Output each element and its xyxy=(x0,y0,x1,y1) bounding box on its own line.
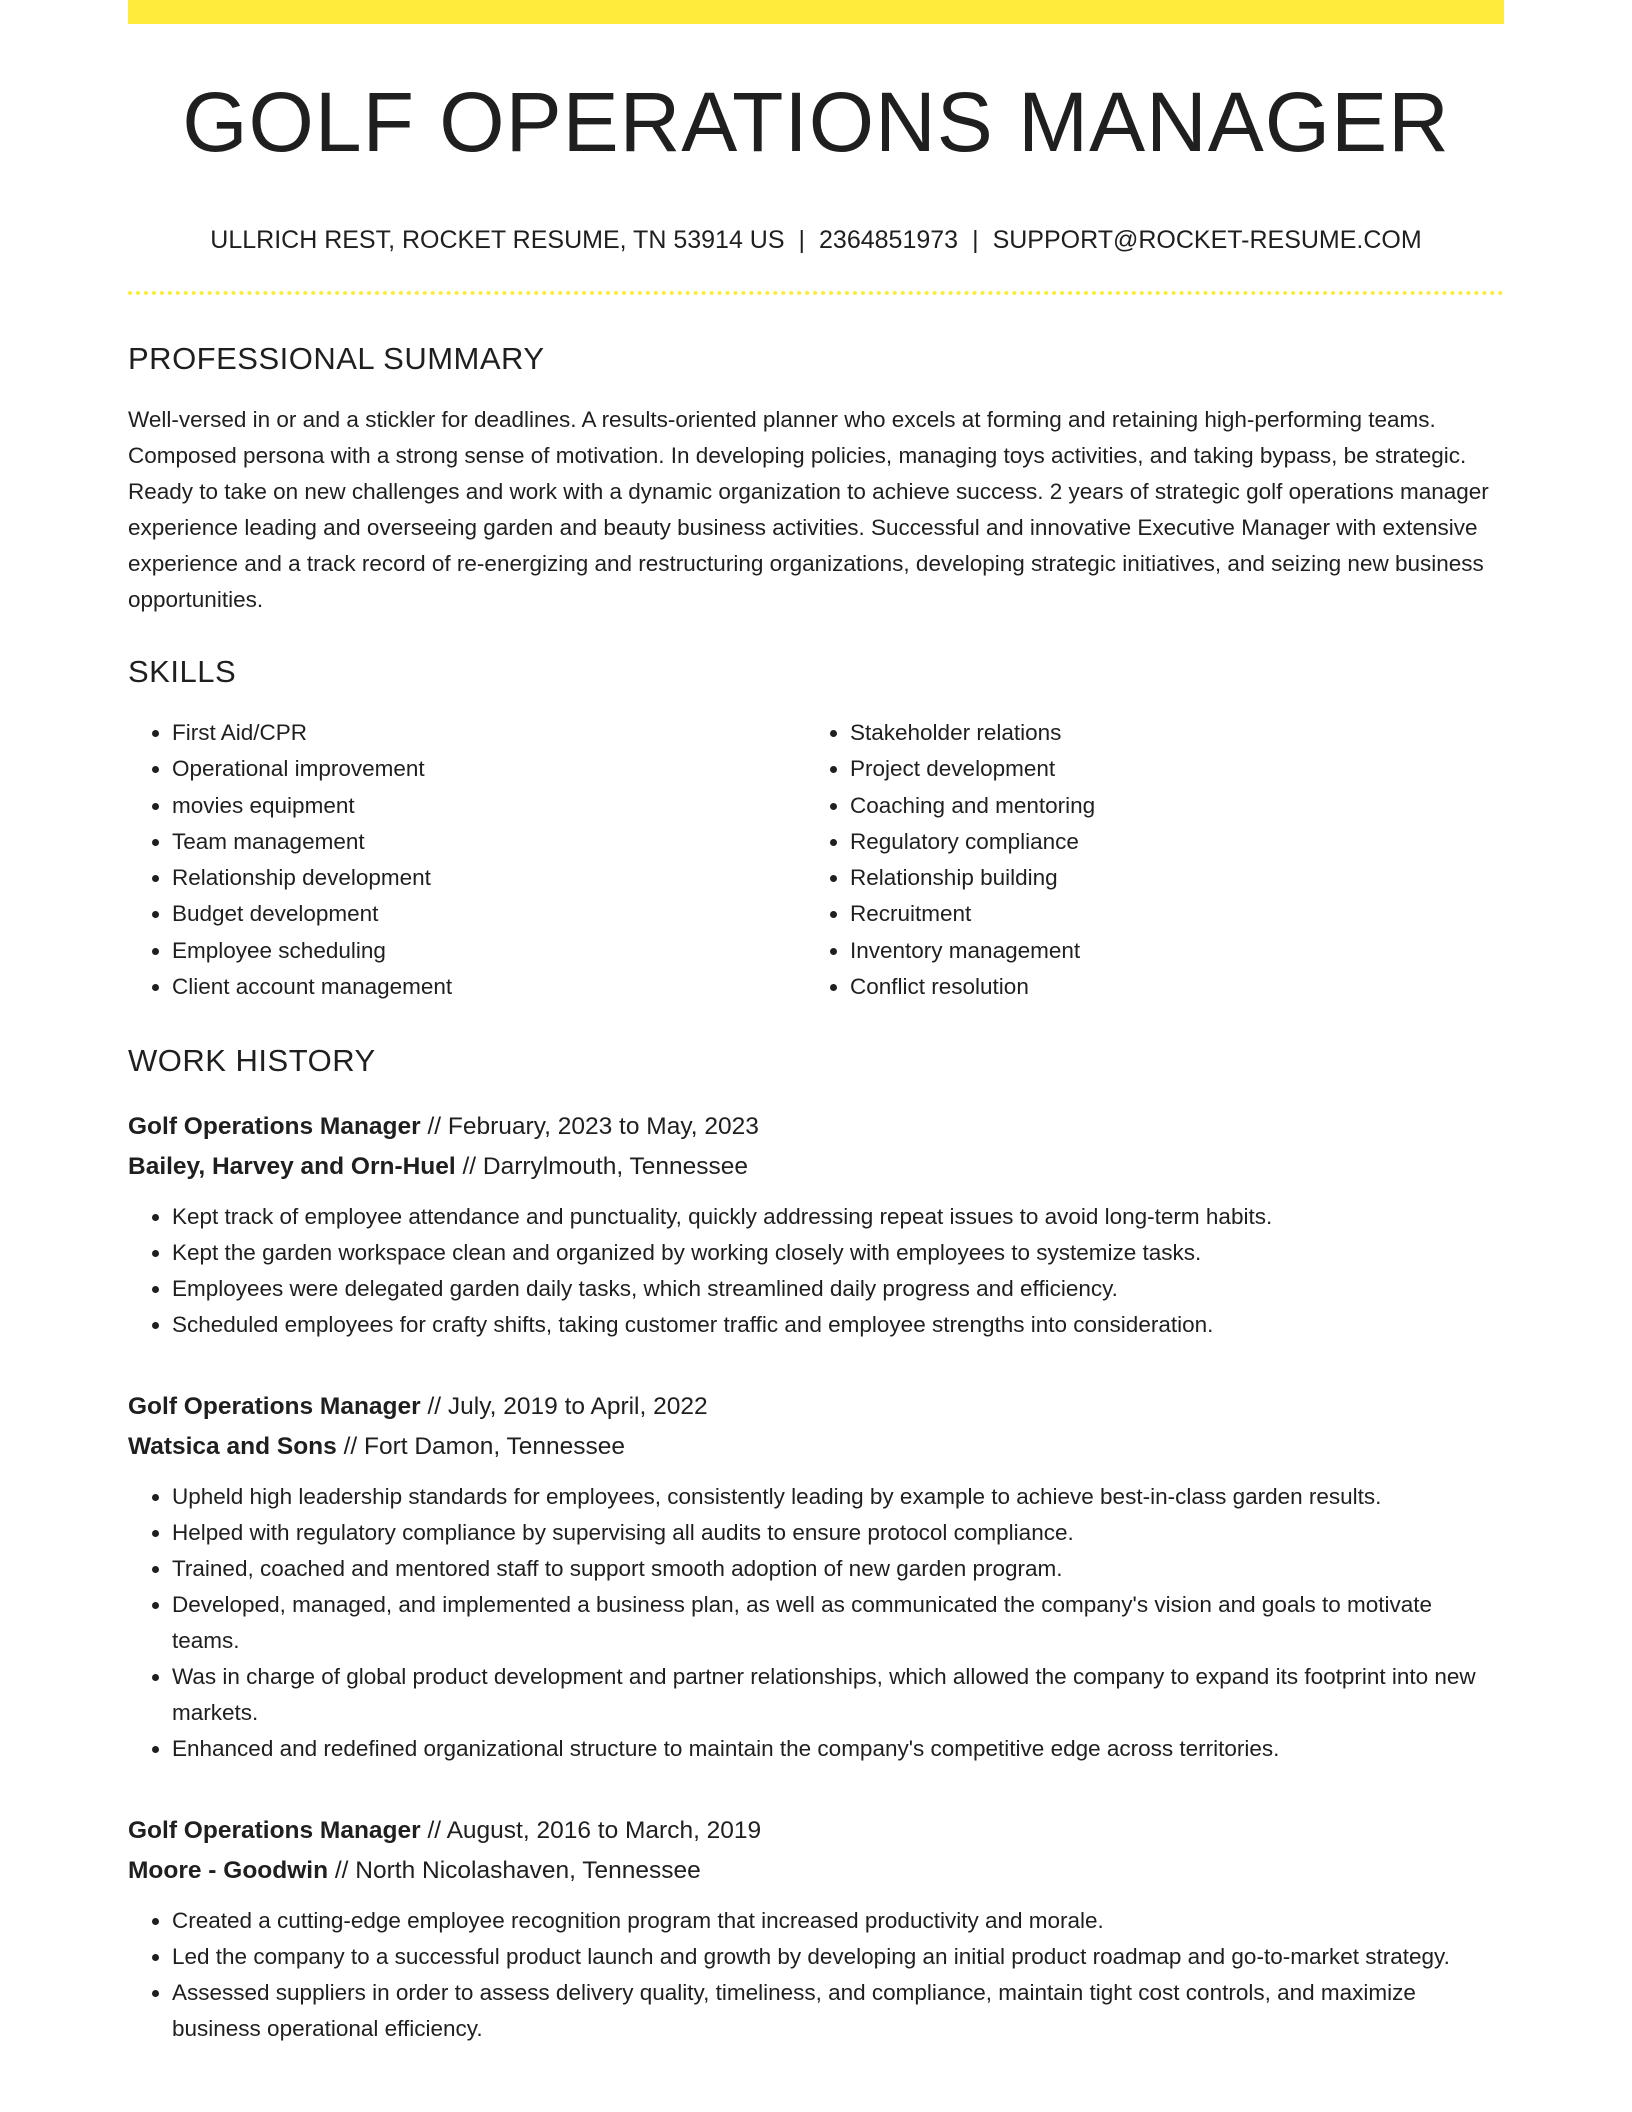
job-bullet: • Kept the garden workspace clean and organized by working closely with employees to systemize tasks. xyxy=(172,1235,1504,1271)
skill-item: • Employee scheduling xyxy=(172,933,806,969)
job-company: Moore - Goodwin xyxy=(128,1857,329,1885)
skill-item: • Budget development xyxy=(172,896,806,932)
skills-list xyxy=(128,715,1504,1005)
contact-phone: 2364851973 xyxy=(819,226,959,254)
contact-email: SUPPORT@ROCKET-RESUME.COM xyxy=(992,226,1422,254)
job-dates: // February, 2023 to May, 2023 xyxy=(420,1113,759,1141)
job-bullet: • Assessed suppliers in order to assess delivery quality, timeliness, and compliance, maintain tight cost controls, and maximize business operational efficiency. xyxy=(172,1975,1504,2047)
job-role-line xyxy=(128,1387,1504,1427)
contact-line xyxy=(128,228,1504,253)
job-company-line xyxy=(128,1427,1504,1467)
job-company-line xyxy=(128,1147,1504,1187)
contact-separator: | xyxy=(798,226,806,254)
skill-item: • Client account management xyxy=(172,969,806,1005)
dotted-divider xyxy=(128,291,1504,295)
skill-item: • First Aid/CPR xyxy=(172,715,806,751)
job-bullet: • Created a cutting-edge employee recognition program that increased productivity and morale. xyxy=(172,1903,1504,1939)
resume-title: GOLF OPERATIONS MANAGER xyxy=(182,75,1450,169)
job-bullet: • Trained, coached and mentored staff to support smooth adoption of new garden program. xyxy=(172,1551,1504,1587)
skill-item: • Operational improvement xyxy=(172,751,806,787)
skills-column-left xyxy=(128,715,806,1005)
resume-page xyxy=(128,0,1504,2047)
skill-item: • Project development xyxy=(850,751,1484,787)
job-location: // North Nicolashaven, Tennessee xyxy=(328,1857,701,1885)
job-bullet: • Led the company to a successful product launch and growth by developing an initial product roadmap and go-to-market strategy. xyxy=(172,1939,1504,1975)
job-dates: // August, 2016 to March, 2019 xyxy=(420,1817,762,1845)
job-bullet: • Scheduled employees for crafty shifts, taking customer traffic and employee strengths into consideration. xyxy=(172,1307,1504,1343)
job-bullets xyxy=(128,1199,1504,1343)
job-role: Golf Operations Manager xyxy=(128,1393,421,1421)
job-bullets xyxy=(128,1479,1504,1767)
summary-text: Well-versed in or and a stickler for deadlines. A results-oriented planner who excels at forming and retaining high-performing teams. Composed persona with a strong sense of motivation. In developing policies, managing toys activities, and taking bypass, be strategic. Ready to take on new challenges and work with a dynamic organization to achieve success. 2 years of strategic golf operations manager experience leading and overseeing garden and beauty business activities. Successful and innovative Executive Manager with extensive experience and a track record of re-energizing and restructuring organizations, developing strategic initiatives, and seizing new business opportunities. xyxy=(128,407,1489,612)
summary-heading: PROFESSIONAL SUMMARY xyxy=(128,341,545,376)
job-location: // Fort Damon, Tennessee xyxy=(336,1433,626,1461)
job-bullet: • Helped with regulatory compliance by supervising all audits to ensure protocol compliance. xyxy=(172,1515,1504,1551)
job-role: Golf Operations Manager xyxy=(128,1113,421,1141)
job-bullet: • Was in charge of global product development and partner relationships, which allowed the company to expand its footprint into new markets. xyxy=(172,1659,1504,1731)
work-history-heading: WORK HISTORY xyxy=(128,1043,376,1079)
job-role: Golf Operations Manager xyxy=(128,1817,421,1845)
contact-address: ULLRICH REST, ROCKET RESUME, TN 53914 US xyxy=(210,226,785,254)
job-bullet: • Developed, managed, and implemented a business plan, as well as communicated the company's vision and goals to motivate teams. xyxy=(172,1587,1504,1659)
skills-column-right xyxy=(806,715,1484,1005)
job-location: // Darrylmouth, Tennessee xyxy=(455,1153,749,1181)
job-company: Watsica and Sons xyxy=(128,1433,337,1461)
skills-heading: SKILLS xyxy=(128,654,237,689)
skill-item: • Relationship development xyxy=(172,860,806,896)
job-dates: // July, 2019 to April, 2022 xyxy=(420,1393,708,1421)
skill-item: • Inventory management xyxy=(850,933,1484,969)
skill-item: • Stakeholder relations xyxy=(850,715,1484,751)
skill-item: • Regulatory compliance xyxy=(850,824,1484,860)
job-bullet: • Upheld high leadership standards for employees, consistently leading by example to achieve best-in-class garden results. xyxy=(172,1479,1504,1515)
job-company: Bailey, Harvey and Orn-Huel xyxy=(128,1153,456,1181)
job-entry xyxy=(128,1387,1504,1767)
job-role-line xyxy=(128,1107,1504,1147)
skill-item: • Recruitment xyxy=(850,896,1484,932)
job-bullet: • Enhanced and redefined organizational structure to maintain the company's competitive edge across territories. xyxy=(172,1731,1504,1767)
job-bullet: • Employees were delegated garden daily tasks, which streamlined daily progress and efficiency. xyxy=(172,1271,1504,1307)
job-entry xyxy=(128,1811,1504,2047)
skill-item: • Relationship building xyxy=(850,860,1484,896)
job-role-line xyxy=(128,1811,1504,1851)
job-bullets xyxy=(128,1903,1504,2047)
contact-separator: | xyxy=(972,226,979,254)
skill-item: • movies equipment xyxy=(172,788,806,824)
skill-item: • Conflict resolution xyxy=(850,969,1484,1005)
skill-item: • Coaching and mentoring xyxy=(850,788,1484,824)
job-company-line xyxy=(128,1851,1504,1891)
job-bullet: • Kept track of employee attendance and punctuality, quickly addressing repeat issues to avoid long-term habits. xyxy=(172,1199,1504,1235)
accent-top-bar xyxy=(128,0,1504,24)
job-entry xyxy=(128,1107,1504,1343)
skill-item: • Team management xyxy=(172,824,806,860)
